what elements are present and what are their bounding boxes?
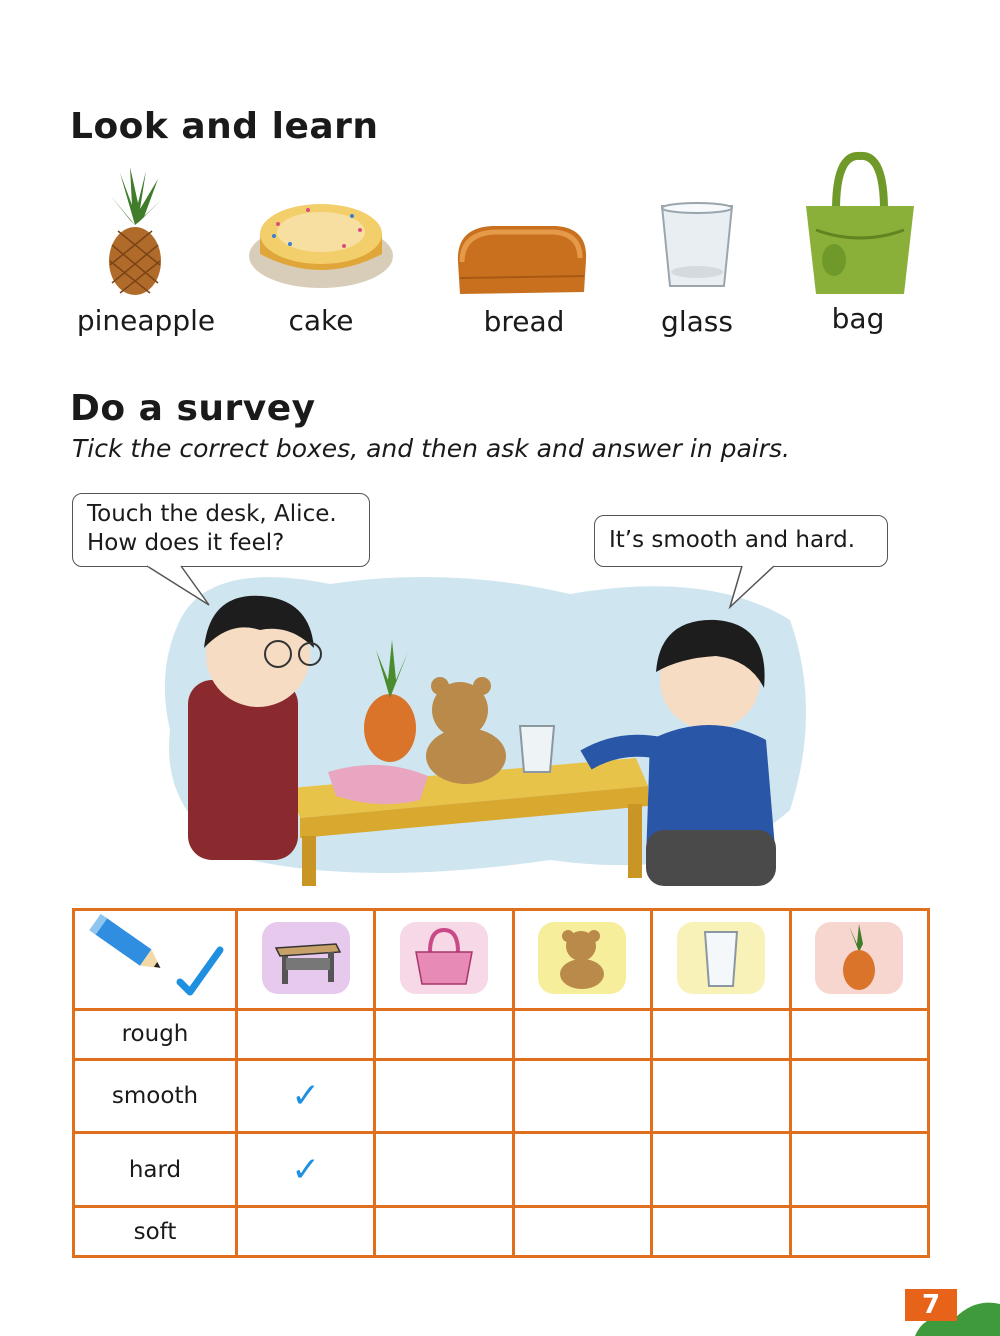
pineapple-icon <box>100 165 170 297</box>
row-label-rough: rough <box>74 1010 237 1060</box>
teddy-bear-icon <box>538 922 626 994</box>
bubble-left-line2: How does it feel? <box>87 530 285 556</box>
bag-icon <box>400 922 488 994</box>
table-row <box>74 1059 929 1133</box>
classroom-illustration <box>150 560 820 895</box>
cake-icon <box>248 190 394 290</box>
cell-smooth-pineapple[interactable] <box>790 1059 928 1133</box>
cell-smooth-teddy[interactable] <box>513 1059 651 1133</box>
page-number: 7 <box>905 1289 957 1321</box>
column-desk <box>237 910 375 1010</box>
column-bag <box>375 910 513 1010</box>
row-label-smooth: smooth <box>74 1059 237 1133</box>
table-row <box>74 1010 929 1060</box>
cell-soft-glass[interactable] <box>652 1207 790 1257</box>
glass-icon <box>677 922 765 994</box>
tick-mark: ✓ <box>291 1076 320 1117</box>
cell-soft-teddy[interactable] <box>513 1207 651 1257</box>
look-and-learn-heading: Look and learn <box>70 106 379 147</box>
bubble-left-tail <box>145 565 215 607</box>
bag-label: bag <box>831 302 885 335</box>
pencil-tick-cell <box>74 910 237 1010</box>
tick-mark: ✓ <box>291 1149 320 1190</box>
cell-hard-glass[interactable] <box>652 1133 790 1207</box>
bag-icon <box>800 150 920 296</box>
cell-hard-desk[interactable] <box>237 1133 375 1207</box>
row-label-soft: soft <box>74 1207 237 1257</box>
cell-soft-desk[interactable] <box>237 1207 375 1257</box>
bubble-right-tail <box>722 565 782 609</box>
cell-soft-pineapple[interactable] <box>790 1207 928 1257</box>
desk-icon <box>262 922 350 994</box>
cell-rough-teddy[interactable] <box>513 1010 651 1060</box>
bubble-left-line1: Touch the desk, Alice. <box>87 501 337 527</box>
column-glass <box>652 910 790 1010</box>
survey-heading: Do a survey <box>70 388 316 429</box>
pencil-icon <box>80 912 230 1002</box>
cell-rough-pineapple[interactable] <box>790 1010 928 1060</box>
speech-bubble-left <box>72 493 370 567</box>
bread-icon <box>452 222 592 298</box>
glass-icon <box>658 200 736 292</box>
survey-table <box>72 908 930 1258</box>
cell-soft-bag[interactable] <box>375 1207 513 1257</box>
cell-smooth-desk[interactable] <box>237 1059 375 1133</box>
cell-rough-glass[interactable] <box>652 1010 790 1060</box>
table-row <box>74 1133 929 1207</box>
glass-label: glass <box>661 305 733 338</box>
cell-rough-bag[interactable] <box>375 1010 513 1060</box>
speech-bubble-right: It’s smooth and hard. <box>594 515 888 567</box>
row-label-hard: hard <box>74 1133 237 1207</box>
bread-label: bread <box>483 305 565 338</box>
survey-instruction: Tick the correct boxes, and then ask and answer in pairs. <box>72 434 791 463</box>
table-row <box>74 1207 929 1257</box>
pineapple-label: pineapple <box>76 304 216 337</box>
column-pineapple <box>790 910 928 1010</box>
cell-smooth-bag[interactable] <box>375 1059 513 1133</box>
cell-rough-desk[interactable] <box>237 1010 375 1060</box>
cake-label: cake <box>288 304 354 337</box>
tick-icon <box>180 950 220 992</box>
cell-hard-bag[interactable] <box>375 1133 513 1207</box>
cell-hard-teddy[interactable] <box>513 1133 651 1207</box>
cell-hard-pineapple[interactable] <box>790 1133 928 1207</box>
column-teddy-bear <box>513 910 651 1010</box>
pineapple-icon <box>815 922 903 994</box>
table-header-row <box>74 910 929 1010</box>
cell-smooth-glass[interactable] <box>652 1059 790 1133</box>
